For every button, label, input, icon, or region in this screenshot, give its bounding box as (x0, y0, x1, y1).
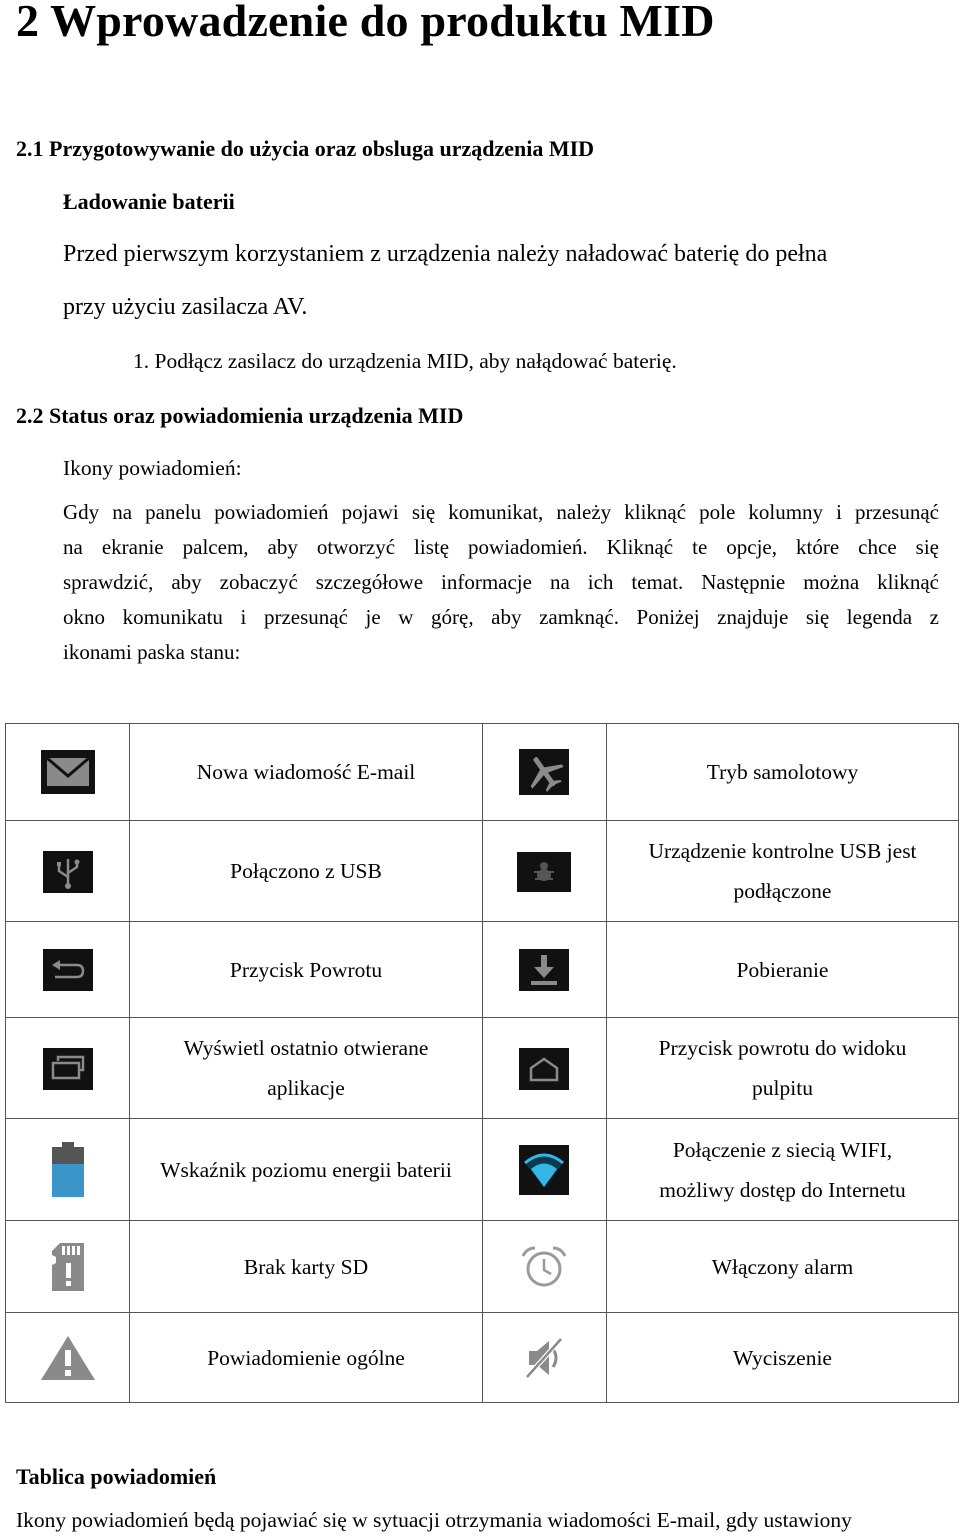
status-bar-legend-table (5, 723, 959, 1403)
legend-icon-cell (6, 922, 130, 1018)
table-row (6, 821, 959, 922)
page-title: 2 Wprowadzenie do produktu MID (16, 0, 715, 46)
notification-table-paragraph: Ikony powiadomień będą pojawiać się w sytuacji otrzymania wiadomości E-mail, gdy ustawiony (16, 1508, 852, 1532)
paragraph-line: ikonami paska stanu: (63, 640, 241, 664)
legend-icon-cell (482, 1119, 606, 1221)
table-row (6, 922, 959, 1018)
legend-label-cell (606, 1018, 958, 1119)
legend-icon-cell (482, 724, 606, 821)
mute-icon (521, 1335, 567, 1381)
email-icon (41, 750, 95, 794)
alarm-icon (519, 1244, 569, 1290)
section-2-2-heading: 2.2 Status oraz powiadomienia urządzenia MID (16, 403, 464, 428)
legend-label-line: możliwy dostęp do Internetu (659, 1177, 906, 1202)
legend-icon-cell (6, 1119, 130, 1221)
legend-label-line: Połączenie z siecią WIFI, (672, 1137, 893, 1162)
legend-label-cell: Tryb samolotowy (606, 724, 958, 821)
paragraph-line: sprawdzić, aby zobaczyć szczegółowe informacje na ich temat. Następnie można kliknąć (63, 570, 939, 594)
notification-table-heading: Tablica powiadomień (16, 1464, 217, 1489)
paragraph-line: na ekranie palcem, aby otworzyć listę powiadomień. Kliknąć te opcje, które chce się (63, 535, 939, 559)
table-row (6, 1018, 959, 1119)
legend-label-cell: Powiadomienie ogólne (130, 1313, 482, 1403)
notification-icons-subheading: Ikony powiadomień: (63, 456, 242, 480)
legend-icon-cell (482, 1313, 606, 1403)
legend-label-cell: Wyciszenie (606, 1313, 958, 1403)
paragraph-line: Gdy na panelu powiadomień pojawi się komunikat, należy kliknąć pole kolumny i przesunąć (63, 500, 939, 524)
legend-label-line: pulpitu (752, 1076, 813, 1100)
legend-label-cell: Wskaźnik poziomu energii baterii (130, 1119, 482, 1221)
legend-icon-cell (6, 1313, 130, 1403)
charging-paragraph-line-1: Przed pierwszym korzystaniem z urządzenia należy naładować baterię do pełna (63, 241, 828, 267)
legend-label-cell: Pobieranie (606, 922, 958, 1018)
charging-step-1: 1. Podłącz zasilacz do urządzenia MID, aby nałądować baterię. (133, 349, 677, 373)
wifi-icon (519, 1145, 569, 1195)
paragraph-line: okno komunikatu i przesunąć je w górę, aby zamknąć. Poniżej znajduje się legenda z (63, 605, 939, 629)
no-sd-card-icon (48, 1241, 88, 1293)
back-icon (43, 949, 93, 991)
legend-label-line: Urządzenie kontrolne USB jest (648, 839, 917, 863)
legend-label-cell (606, 821, 958, 922)
legend-label-cell: Brak karty SD (130, 1221, 482, 1313)
legend-label-cell: Nowa wiadomość E-mail (130, 724, 482, 821)
legend-icon-cell (6, 1018, 130, 1119)
usb-debug-icon (517, 852, 571, 892)
legend-label-line: aplikacje (267, 1076, 345, 1100)
notification-paragraph (63, 495, 939, 670)
legend-icon-cell (482, 922, 606, 1018)
battery-charging-subheading: Ładowanie baterii (63, 189, 235, 214)
legend-label-cell (130, 1018, 482, 1119)
legend-label-cell: Połączono z USB (130, 821, 482, 922)
charging-paragraph-line-2: przy użyciu zasilacza AV. (63, 294, 308, 320)
legend-label-cell: Włączony alarm (606, 1221, 958, 1313)
table-row (6, 1221, 959, 1313)
home-icon (519, 1048, 569, 1090)
legend-label-line: podłączone (733, 879, 832, 903)
legend-icon-cell (6, 821, 130, 922)
legend-icon-cell (6, 724, 130, 821)
table-row (6, 1313, 959, 1403)
legend-label-cell: Przycisk Powrotu (130, 922, 482, 1018)
legend-icon-cell (482, 821, 606, 922)
legend-label-line: Przycisk powrotu do widoku (658, 1036, 907, 1060)
section-2-1-heading: 2.1 Przygotowywanie do użycia oraz obsluga urządzenia MID (16, 136, 595, 161)
airplane-icon (519, 749, 569, 795)
legend-icon-cell (6, 1221, 130, 1313)
legend-icon-cell (482, 1018, 606, 1119)
recent-apps-icon (43, 1048, 93, 1090)
usb-icon (43, 851, 93, 893)
table-row (6, 1119, 959, 1221)
download-icon (519, 949, 569, 991)
battery-icon (50, 1142, 86, 1198)
legend-label-line: Wyświetl ostatnio otwierane (183, 1036, 429, 1060)
legend-label-cell (606, 1119, 958, 1221)
table-row (6, 724, 959, 821)
warning-icon (39, 1334, 97, 1382)
legend-icon-cell (482, 1221, 606, 1313)
